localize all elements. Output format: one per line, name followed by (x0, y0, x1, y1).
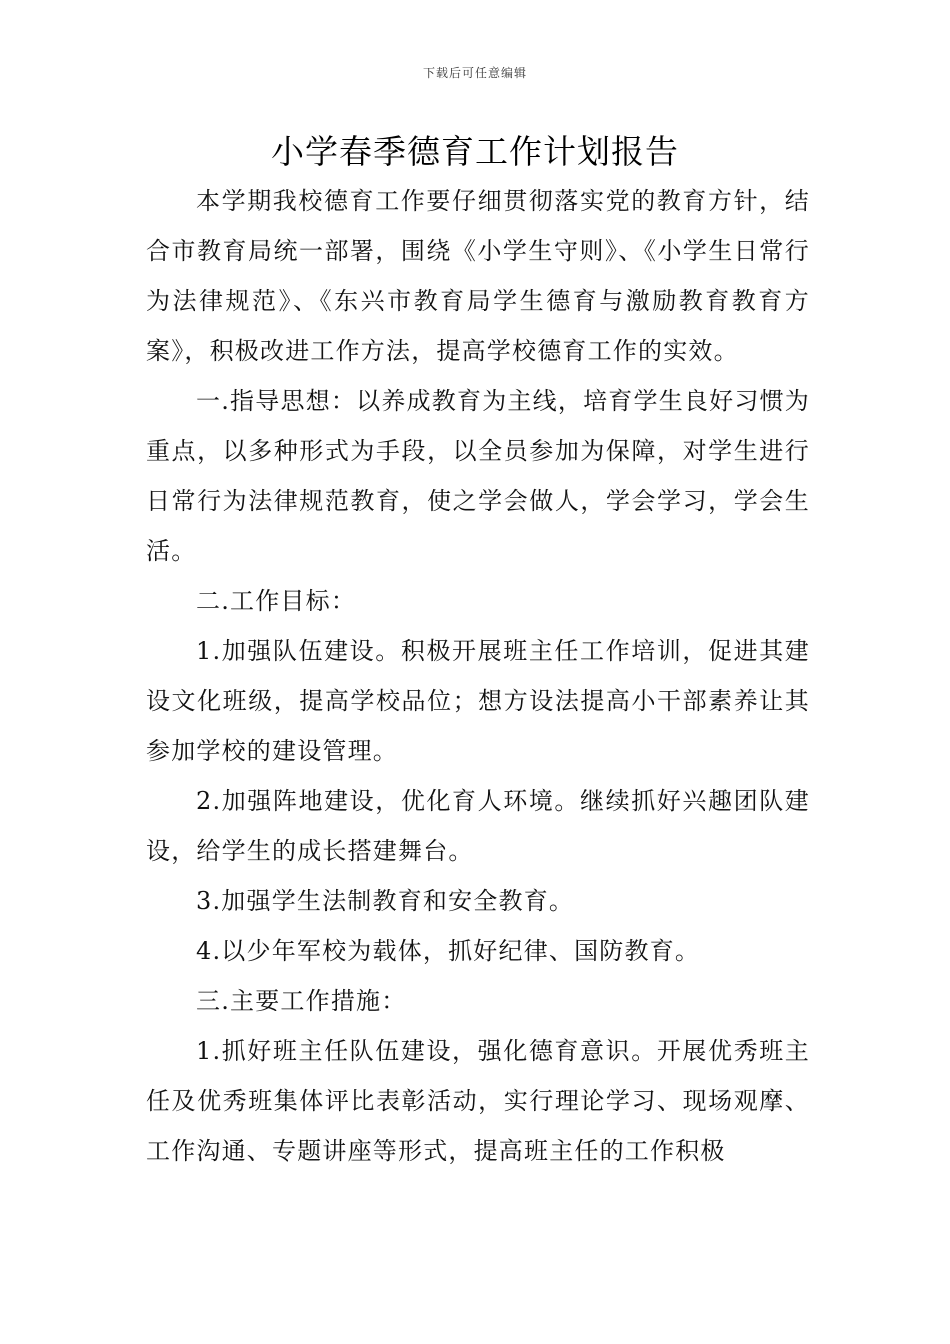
paragraph-goal-4: 4.以少年军校为载体，抓好纪律、国防教育。 (196, 937, 701, 965)
document-title: 小学春季德育工作计划报告 (271, 132, 679, 171)
document-body (146, 176, 810, 1176)
paragraph-measures-heading: 三.主要工作措施： (196, 987, 407, 1015)
paragraph-intro: 本学期我校德育工作要仔细贯彻落实党的教育方针，结合市教育局统一部署，围绕《小学生守则》、《小学生日常行为法律规范》、《东兴市教育局学生德育与激励教育教育方案》，积极改进工作方法，提高学校德育工作的实效。 (146, 187, 810, 365)
paragraph-goal-3: 3.加强学生法制教育和安全教育。 (196, 887, 575, 915)
paragraph-goals-heading: 二.工作目标： (196, 587, 357, 615)
paragraph-measure-1: 1.抓好班主任队伍建设，强化德育意识。开展优秀班主任及优秀班集体评比表彰活动，实行理论学习、现场观摩、工作沟通、专题讲座等形式，提高班主任的工作积极 (146, 1037, 810, 1165)
paragraph-guiding-ideology: 一.指导思想：以养成教育为主线，培育学生良好习惯为重点，以多种形式为手段，以全员参加为保障，对学生进行日常行为法律规范教育，使之学会做人，学会学习，学会生活。 (146, 387, 810, 565)
paragraph-goal-2: 2.加强阵地建设，优化育人环境。继续抓好兴趣团队建设，给学生的成长搭建舞台。 (146, 787, 810, 865)
header-note: 下载后可任意编辑 (422, 66, 527, 80)
paragraph-goal-1: 1.加强队伍建设。积极开展班主任工作培训，促进其建设文化班级，提高学校品位；想方设法提高小干部素养让其参加学校的建设管理。 (146, 637, 810, 765)
